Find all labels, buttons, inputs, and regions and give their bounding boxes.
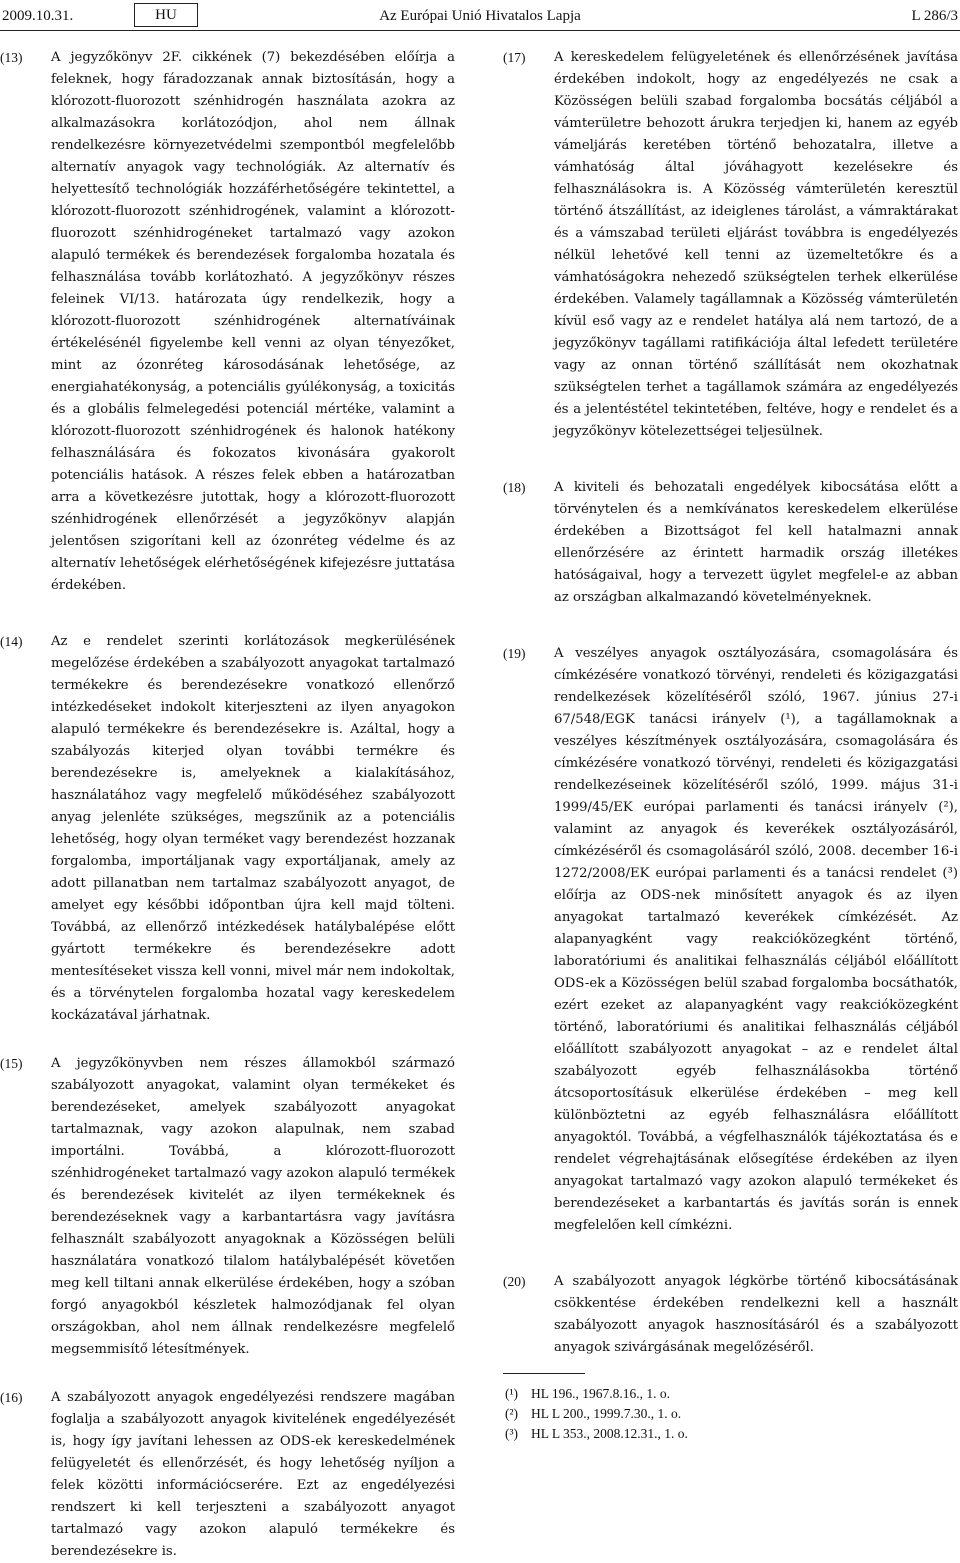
recital-19	[503, 643, 958, 1237]
footnote-mark: (¹)	[505, 1386, 519, 1401]
recital-number: (17)	[503, 50, 526, 65]
recital-text: A kereskedelem felügyeletének és ellenőrzésének javítása érdekében indokolt, hogy az engedélyezés ne csak a Közösségen belüli szabad forgalomba bocsátás céljából a vámterületre behozott árukra terjedjen ki, hanem az egyéb vámeljárás keretében történő behozatalra, illetve a vámhatóság által jóváhagyott kezelésekre és felhasználásokra is. A Közösség vámterületén keresztül történő átszállítást, az ideiglenes tárolást, a vámraktárakat és a vámszabad területi eljárást továbbra is engedélyezés nélkül lehetővé kell tenni az üzemeltetőkre és a vámhatóságokra nehezedő szükségtelen terhek elkerülése érdekében. Valamely tagállamnak a Közösség vámterületén kívül eső vagy az e rendelet hatálya alá nem tartozó, de a jegyzőkönyv tagállami ratifikációja által lefedett területére vagy az onnan történő szállítását nem okozhatnak szükségtelen terhet a tagállamok számára az engedélyezés és a jelentéstétel tekintetében, feltéve, hogy e rendelet és a jegyzőkönyv kötelezettségei teljesülnek.	[554, 50, 958, 439]
recital-text: A szabályozott anyagok légkörbe történő kibocsátásának csökkentése érdekében rendelkezni kell a használt szabályozott anyagok hasznosításáról és a szabályozott anyagok szivárgásának megelőzéséről.	[554, 1274, 958, 1355]
recital-13	[0, 47, 455, 597]
footnote-2	[505, 1404, 958, 1424]
recital-18	[503, 477, 958, 609]
recital-17	[503, 47, 958, 443]
footnote-mark: (²)	[505, 1406, 519, 1421]
recital-number: (16)	[0, 1390, 23, 1405]
page-reference: L 286/3	[911, 8, 958, 24]
recital-text: Az e rendelet szerinti korlátozások megkerülésének megelőzése érdekében a szabályozott anyagokat tartalmazó termékekre és berendezésekre vonatkozó ellenőrző intézkedéseket indokolt kiterjeszteni az ilyen anyagokon alapuló termékekre és berendezésekre is. Azáltal, hogy a szabályozás kiterjed olyan további termékre és berendezésekre is, amelyeknek a kialakításához, használatához vagy megfelelő működéséhez szabályozott anyag jelenléte szükséges, megszűnik az a potenciális lehetőség, hogy olyan terméket vagy berendezést hozzanak forgalomba, importáljanak vagy exportáljanak, amely az adott pillanatban nem tartalmaz szabályozott anyagot, de amelyet egy későbbi időpontban újra kell majd tölteni. Továbbá, az ellenőrző intézkedések hatálybalépése előtt gyártott termékekre és berendezésekre adott mentesítéseket vissza kell vonni, mivel már nem indokoltak, és a törvénytelen forgalomba hozatal vagy kereskedelem kockázatával járhatnak.	[51, 634, 455, 1023]
recital-16	[0, 1387, 455, 1563]
left-column	[0, 47, 455, 1563]
recital-number: (19)	[503, 646, 526, 661]
footnote-text: HL 196., 1967.8.16., 1. o.	[531, 1386, 670, 1401]
language-code-box: HU	[134, 3, 198, 27]
recital-number: (15)	[0, 1056, 23, 1071]
recital-number: (13)	[0, 50, 23, 65]
recital-text: A jegyzőkönyv 2F. cikkének (7) bekezdésében előírja a feleknek, hogy fáradozzanak annak biztosításán, hogy a klórozott-fluorozott szénhidrogén használata azokra az alkalmazásokra korlátozódjon, ahol nem állnak rendelkezésre környezetvédelmi szempontból megfelelőbb alternatív anyagok vagy technológiák. Az alternatív és helyettesítő technológiák hozzáférhetőségére tekintettel, a klórozott-fluorozott szénhidrogének, valamint a klórozott-fluorozott szénhidrogéneket tartalmazó vagy azokon alapuló termékek és berendezések forgalomba hozatala és felhasználása tovább korlátozható. A jegyzőkönyv részes feleinek VI/13. határozata úgy rendelkezik, hogy a klórozott-fluorozott szénhidrogének alternatíváinak értékelésénél figyelembe kell venni az olyan tényezőket, mint az ózonréteg károsodásának lehetősége, az energiahatékonyság, a potenciális gyúlékonyság, a toxicitás és a globális felmelegedési potenciál mértéke, valamint a klórozott-fluorozott szénhidrogének és halonok hatékony felhasználására és fokozatos kivonására gyakorolt potenciális hatások. A részes felek ebben a határozatban arra a következésre jutottak, hogy a klórozott-fluorozott szénhidrogének ellenőrzését a jegyzőkönyv alapján jelentősen szigorítani kell az ózonréteg védelme és az alternatív lehetőségek elérhetőségének kifejezésre juttatása érdekében.	[51, 50, 455, 593]
header-rule	[0, 30, 960, 31]
recital-text: A veszélyes anyagok osztályozására, csomagolására és címkézésére vonatkozó törvényi, rendeleti és közigazgatási rendelkezések közelítéséről szóló, 1967. június 27-i 67/548/EGK tanácsi irányelv (¹), a tagállamoknak a veszélyes készítmények osztályozására, csomagolására és címkézésére vonatkozó törvényi, rendeleti és közigazgatási rendelkezéseinek közelítéséről szóló, 1999. május 31-i 1999/45/EK európai parlamenti és tanácsi irányelv (²), valamint az anyagok és keverékek osztályozásáról, címkézéséről és csomagolásáról szóló, 2008. december 16-i 1272/2008/EK európai parlamenti és a tanácsi rendelet (³) előírja az ODS-nek minősített anyagok és az ilyen anyagokat tartalmazó keverékek címkézését. Az alapanyagként vagy reakcióközegként történő, laboratóriumi és analitikai felhasználás céljából előállított ODS-ek a Közösségen belül szabad forgalomba bocsáthatók, ezért ezeket az alapanyagként vagy reakcióközegként történő, laboratóriumi és analitikai felhasználás céljából előállított szabályozott anyagokat – az e rendelet által szabályozott egyéb felhasználásokba történő átcsoportosításuk elkerülése érdekében – meg kell különböztetni az egyéb felhasználásra előállított anyagoktól. Továbbá, a végfelhasználók tájékoztatása és e rendelet végrehajtásának elősegítése érdekében az ilyen anyagokat tartalmazó vagy azokon alapuló termékeket és berendezéseket a karbantartás és javítás során is ennek megfelelően kell címkézni.	[554, 646, 958, 1233]
recital-number: (14)	[0, 634, 23, 649]
recital-14	[0, 631, 455, 1027]
recital-text: A kiviteli és behozatali engedélyek kibocsátása előtt a törvénytelen és a nemkívánatos kereskedelem elkerülése érdekében a Bizottságot fel kell hatalmazni annak ellenőrzésére az érintett harmadik ország illetékes hatóságaival, hogy a tervezett ügylet megfelel-e az abban az országban alkalmazandó követelményeknek.	[554, 480, 958, 605]
recital-number: (18)	[503, 480, 526, 495]
footnote-1	[505, 1384, 958, 1404]
footnote-rule	[503, 1373, 585, 1374]
publication-date: 2009.10.31.	[2, 8, 74, 24]
footnotes	[503, 1384, 958, 1444]
recital-number: (20)	[503, 1274, 526, 1289]
page-header	[0, 2, 960, 28]
footnote-text: HL L 200., 1999.7.30., 1. o.	[531, 1406, 682, 1421]
footnote-text: HL L 353., 2008.12.31., 1. o.	[531, 1426, 688, 1441]
recital-text: A szabályozott anyagok engedélyezési rendszere magában foglalja a szabályozott anyagok kivitelének engedélyezését is, hogy így javítani lehessen az ODS-ek kereskedelmének felügyeletét és ellenőrzését, és hogy lehetőség nyíljon a felek közötti információcserére. Ezt az engedélyezési rendszert ki kell terjeszteni a szabályozott anyagot tartalmazó vagy azokon alapuló termékekre és berendezésekre is.	[51, 1390, 455, 1559]
right-column	[503, 47, 958, 1444]
recital-15	[0, 1053, 455, 1361]
footnote-3	[505, 1424, 958, 1444]
recital-20	[503, 1271, 958, 1359]
journal-title: Az Európai Unió Hivatalos Lapja	[379, 8, 581, 24]
footnote-mark: (³)	[505, 1426, 519, 1441]
recital-text: A jegyzőkönyvben nem részes államokból származó szabályozott anyagokat, valamint olyan termékeket és berendezéseket, amelyek szabályozott anyagokat tartalmaznak, vagy azokon alapulnak, nem szabad importálni. Továbbá, a klórozott-fluorozott szénhidrogéneket tartalmazó vagy azokon alapuló termékek és berendezések kivitelét az ilyen termékeknek és berendezéseknek vagy a karbantartásra vagy javításra felhasznált szabályozott anyagoknak a Közösségen belüli használatára vonatkozó tilalom hatálybalépését követően meg kell tiltani annak elkerülése érdekében, hogy a szóban forgó anyagokból készletek halmozódjanak fel olyan országokban, ahol nem állnak rendelkezésre megfelelő megsemmisítő létesítmények.	[51, 1056, 455, 1357]
